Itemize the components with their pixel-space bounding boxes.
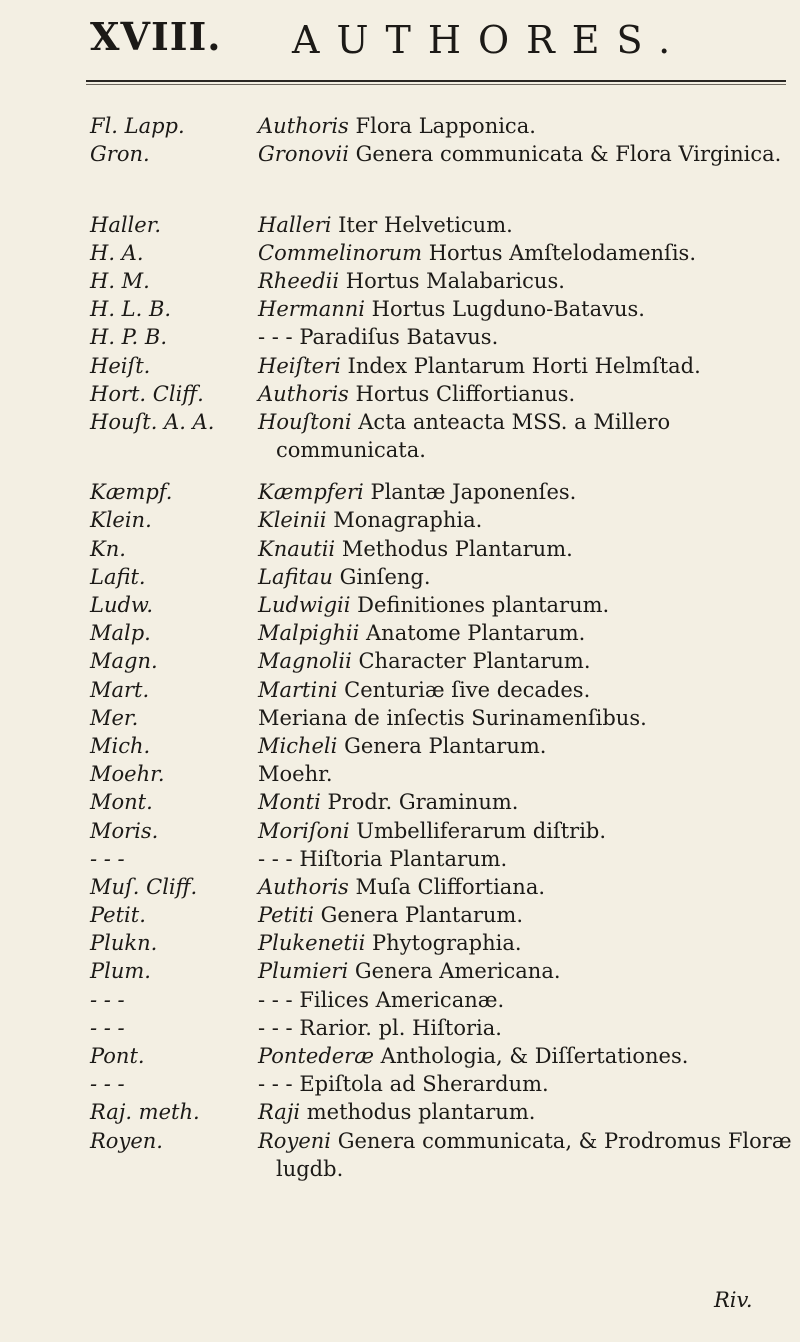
entry-description xyxy=(258,647,792,675)
entry-abbreviation: Moris. xyxy=(90,818,159,843)
entry-row xyxy=(0,295,800,323)
entry-abbreviation: Kæmpf. xyxy=(90,480,173,505)
entry-row xyxy=(0,506,800,534)
entry-row xyxy=(0,563,800,591)
entry-description xyxy=(258,929,792,957)
entry-author: Heiſteri xyxy=(258,353,341,378)
entry-row xyxy=(0,986,800,1014)
entry-title: Anatome Plantarum. xyxy=(366,621,586,646)
entry-abbreviation: Fl. Lapp. xyxy=(90,114,185,138)
entry-description xyxy=(258,1127,792,1183)
entry-description xyxy=(258,619,792,647)
entry-author: Monti xyxy=(258,790,321,815)
entry-row xyxy=(0,732,800,760)
entry-author: Raji xyxy=(258,1100,301,1125)
entry-row xyxy=(0,817,800,845)
page-title: AUTHORES. xyxy=(292,18,688,62)
entry-author: Halleri xyxy=(258,212,332,237)
entry-title: Hortus Lugduno-Batavus. xyxy=(371,297,645,322)
entry-author: Knautii xyxy=(258,536,336,561)
entry-title: Genera Americana. xyxy=(354,959,561,984)
entry-title: - - - Hiſtoria Plantarum. xyxy=(258,846,508,871)
entry-title: Monagraphia. xyxy=(333,508,483,533)
entry-title: Ginſeng. xyxy=(339,564,431,589)
entry-author: Magnolii xyxy=(258,649,352,674)
entry-author: Commelinorum xyxy=(258,240,423,265)
entry-description xyxy=(258,1070,792,1098)
entry-author: Gronovii xyxy=(258,142,349,167)
entry-row xyxy=(0,1098,800,1126)
entry-description xyxy=(258,704,792,732)
entry-row xyxy=(0,1127,800,1183)
entry-author: Kleinii xyxy=(258,508,327,533)
entry-row xyxy=(0,408,800,464)
entry-description xyxy=(258,211,792,239)
entry-author: Lafitau xyxy=(258,564,333,589)
entry-row xyxy=(0,788,800,816)
entry-description xyxy=(258,1098,792,1126)
entry-row xyxy=(0,478,800,506)
entry-row xyxy=(0,929,800,957)
entry-title: Hortus Malabaricus. xyxy=(345,268,565,293)
entry-description xyxy=(258,901,792,929)
entry-abbreviation: H. A. xyxy=(90,240,144,265)
entry-description xyxy=(258,140,792,168)
entry-description xyxy=(258,352,792,380)
entry-description xyxy=(258,535,792,563)
entry-title: Anthologia, & Diſſertationes. xyxy=(380,1044,689,1069)
entry-title: - - - Rarior. pl. Hiſtoria. xyxy=(258,1015,502,1040)
entry-author: Martini xyxy=(258,677,338,702)
entry-title: - - - Filices Americanæ. xyxy=(258,987,505,1012)
entry-abbreviation: - - - xyxy=(90,987,125,1012)
entry-row xyxy=(0,647,800,675)
entry-author: Authoris xyxy=(258,381,349,406)
entry-title: Acta anteacta MSS. a Millero communicata. xyxy=(276,409,671,462)
entry-description xyxy=(258,817,792,845)
entry-title: Umbelliferarum diſtrib. xyxy=(356,818,607,843)
entry-title: methodus plantarum. xyxy=(306,1100,536,1125)
header-rule-secondary xyxy=(86,84,786,85)
entry-row xyxy=(0,267,800,295)
entry-author: Micheli xyxy=(258,733,338,758)
entry-title: Index Plantarum Horti Helmſtad. xyxy=(347,353,701,378)
entry-author: Hermanni xyxy=(258,297,365,322)
header-rule xyxy=(86,80,786,82)
entry-title: Character Plantarum. xyxy=(358,649,591,674)
entry-title: Iter Helveticum. xyxy=(338,212,513,237)
entry-author: Moriſoni xyxy=(258,818,350,843)
entry-row xyxy=(0,1014,800,1042)
entry-abbreviation: Petit. xyxy=(90,903,146,928)
entry-abbreviation: Kn. xyxy=(90,536,126,561)
entry-title: Plantæ Japonenſes. xyxy=(370,480,577,505)
entry-author: Plukenetii xyxy=(258,931,366,956)
entry-abbreviation: Mont. xyxy=(90,790,153,815)
entry-description xyxy=(258,986,792,1014)
entry-abbreviation: H. M. xyxy=(90,268,150,293)
entry-description xyxy=(258,295,792,323)
entry-author: Authoris xyxy=(258,114,349,138)
entry-abbreviation: - - - xyxy=(90,1072,125,1097)
entry-description xyxy=(258,760,792,788)
entry-description xyxy=(258,408,792,464)
entry-title: - - - Paradiſus Batavus. xyxy=(258,325,499,350)
entry-author: Plumieri xyxy=(258,959,349,984)
entry-description xyxy=(258,845,792,873)
entry-abbreviation: Mart. xyxy=(90,677,150,702)
entry-abbreviation: Lafit. xyxy=(90,564,146,589)
entry-row xyxy=(0,901,800,929)
entry-title: Genera Plantarum. xyxy=(344,733,547,758)
entry-abbreviation: Haller. xyxy=(90,212,162,237)
entry-title: Centuriæ ſive decades. xyxy=(344,677,591,702)
entry-abbreviation: Hort. Cliff. xyxy=(90,381,204,406)
entry-author: Petiti xyxy=(258,903,314,928)
entry-description xyxy=(258,563,792,591)
entry-title: Moehr. xyxy=(258,762,333,787)
entry-row xyxy=(0,591,800,619)
entry-row xyxy=(0,873,800,901)
entry-abbreviation: Mich. xyxy=(90,733,151,758)
entry-row xyxy=(0,1042,800,1070)
entry-description xyxy=(258,323,792,351)
entry-abbreviation: Houſt. A. A. xyxy=(90,409,215,434)
entry-description xyxy=(258,591,792,619)
entry-row xyxy=(0,1070,800,1098)
entry-title: Meriana de inſectis Surinamenſibus. xyxy=(258,705,647,730)
entry-description xyxy=(258,732,792,760)
catchword: Riv. xyxy=(714,1288,753,1312)
entry-title: Definitiones plantarum. xyxy=(357,593,610,618)
entry-description xyxy=(258,380,792,408)
entry-abbreviation: H. L. B. xyxy=(90,297,172,322)
entry-author: Authoris xyxy=(258,874,349,899)
entry-abbreviation: Magn. xyxy=(90,649,158,674)
entry-abbreviation: Plum. xyxy=(90,959,151,984)
entry-abbreviation: Plukn. xyxy=(90,931,158,956)
entry-abbreviation: Moehr. xyxy=(90,762,165,787)
entry-abbreviation: - - - xyxy=(90,846,125,871)
entry-row xyxy=(0,352,800,380)
entry-row xyxy=(0,704,800,732)
entry-row xyxy=(0,323,800,351)
entry-author: Houſtoni xyxy=(258,409,352,434)
entry-description xyxy=(258,676,792,704)
entry-abbreviation: Royen. xyxy=(90,1128,163,1153)
entry-description xyxy=(258,788,792,816)
entry-abbreviation: Pont. xyxy=(90,1044,145,1069)
entry-author: Pontederæ xyxy=(258,1044,374,1069)
entry-title: Genera Plantarum. xyxy=(320,903,524,928)
entry-row xyxy=(0,112,800,140)
entry-abbreviation: Klein. xyxy=(90,508,152,533)
entry-row xyxy=(0,140,800,196)
entry-title: - - - Epiſtola ad Sherardum. xyxy=(258,1072,549,1097)
entry-row xyxy=(0,619,800,647)
entry-abbreviation: Muſ. Cliff. xyxy=(90,874,198,899)
entry-description xyxy=(258,957,792,985)
entry-description xyxy=(258,112,792,140)
entry-title: Genera communicata, & Prodromus Floræ lugdb. xyxy=(276,1128,792,1181)
entry-title: Muſa Cliffortiana. xyxy=(355,874,546,899)
entry-spacer xyxy=(0,197,800,211)
entry-description xyxy=(258,239,792,267)
entry-author: Kæmpferi xyxy=(258,480,364,505)
entry-title: Prodr. Graminum. xyxy=(327,790,519,815)
entry-row xyxy=(0,380,800,408)
entry-author: Ludwigii xyxy=(258,593,351,618)
entry-description xyxy=(258,1014,792,1042)
entry-row xyxy=(0,957,800,985)
page-number: XVIII. xyxy=(90,14,222,59)
entry-description xyxy=(258,1042,792,1070)
entry-title: Phytographia. xyxy=(372,931,522,956)
entry-title: Hortus Amſtelodamenſis. xyxy=(428,240,696,265)
entry-row xyxy=(0,211,800,239)
entry-description xyxy=(258,873,792,901)
entry-author: Malpighii xyxy=(258,621,360,646)
entry-author: Rheedii xyxy=(258,268,340,293)
entry-abbreviation: Malp. xyxy=(90,621,151,646)
entry-abbreviation: Raj. meth. xyxy=(90,1100,200,1125)
entry-description xyxy=(258,478,792,506)
entry-abbreviation: Mer. xyxy=(90,705,139,730)
entry-abbreviation: Heiſt. xyxy=(90,353,151,378)
entry-row xyxy=(0,845,800,873)
author-list xyxy=(0,112,800,1183)
entry-row xyxy=(0,239,800,267)
entry-abbreviation: H. P. B. xyxy=(90,325,167,350)
entry-description xyxy=(258,506,792,534)
entry-title: Hortus Cliffortianus. xyxy=(355,381,576,406)
entry-row xyxy=(0,760,800,788)
entry-row xyxy=(0,535,800,563)
entry-abbreviation: - - - xyxy=(90,1015,125,1040)
entry-spacer xyxy=(0,464,800,478)
entry-title: Genera communicata & Flora Virginica. xyxy=(355,142,782,167)
entry-author: Royeni xyxy=(258,1128,331,1153)
entry-title: Flora Lapponica. xyxy=(355,114,536,138)
entry-row xyxy=(0,676,800,704)
entry-abbreviation: Ludw. xyxy=(90,593,154,618)
entry-abbreviation: Gron. xyxy=(90,142,150,167)
entry-description xyxy=(258,267,792,295)
entry-title: Methodus Plantarum. xyxy=(341,536,573,561)
